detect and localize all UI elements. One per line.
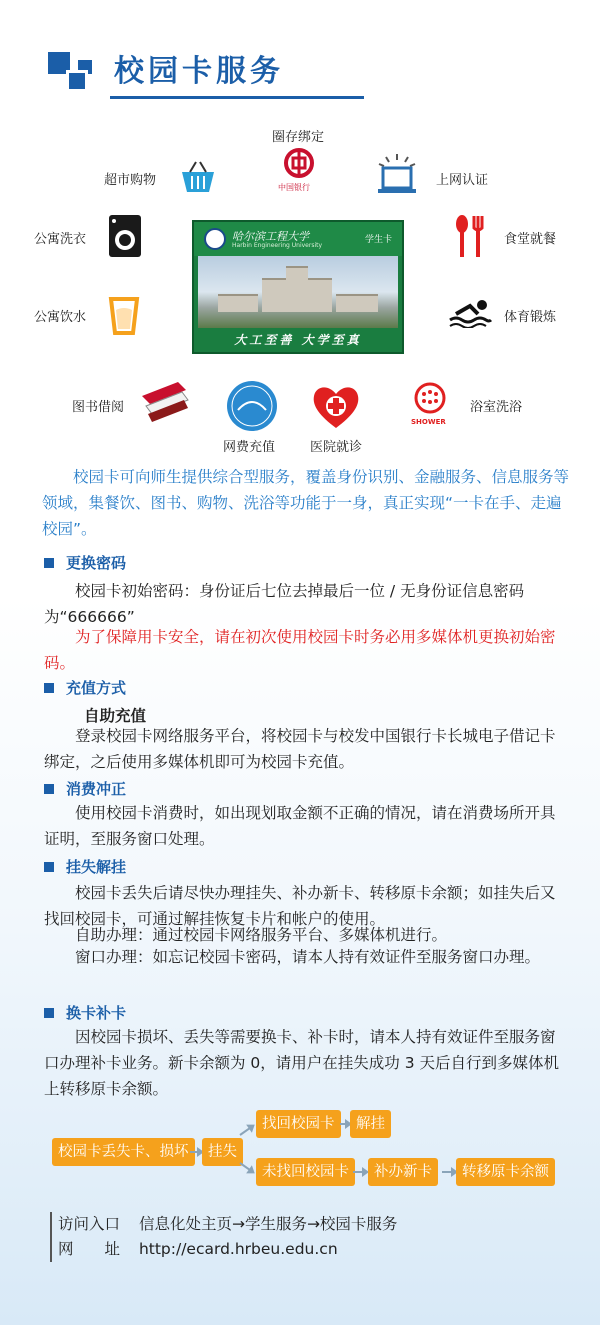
service-recharge-label: 网费充值 xyxy=(223,440,276,455)
bullet-square-icon xyxy=(44,1008,54,1018)
shopping-basket-icon xyxy=(178,160,218,194)
service-supermarket-label: 超市购物 xyxy=(104,173,157,188)
footer-entry-label: 访问入口 xyxy=(58,1215,121,1233)
bank-of-china-icon xyxy=(282,148,316,182)
section-heading-recharge: 充值方式 xyxy=(44,677,126,698)
laptop-wifi-icon xyxy=(376,152,418,196)
bank-name: 中国银行 xyxy=(278,183,310,192)
service-hospital-label: 医院就诊 xyxy=(310,440,363,455)
shower-text: SHOWER xyxy=(411,418,446,426)
footer-url-label: 网 址 xyxy=(58,1240,121,1258)
flow-step-transfer-balance: 转移原卡余额 xyxy=(456,1158,555,1186)
flow-step-lost: 校园卡丢失卡、损坏 xyxy=(52,1138,195,1166)
flow-arrow xyxy=(442,1171,456,1173)
loss-self-service: 自助办理：通过校园卡网络服务平台、多媒体机进行。 xyxy=(75,926,448,944)
footer-url-link[interactable]: http://ecard.hrbeu.edu.cn xyxy=(138,1240,338,1258)
shower-icon xyxy=(408,382,452,430)
service-bath-label: 浴室洗浴 xyxy=(470,400,523,415)
flow-arrow xyxy=(239,1125,253,1136)
flow-step-not-found: 未找回校园卡 xyxy=(256,1158,355,1186)
recharge-subheading: 自助充值 xyxy=(84,707,147,725)
flow-step-found: 找回校园卡 xyxy=(256,1110,341,1138)
service-library-label: 图书借阅 xyxy=(72,400,125,415)
flow-arrow xyxy=(353,1171,367,1173)
card-school-name: 哈尔滨工程大学 xyxy=(232,230,309,243)
page-header xyxy=(48,52,318,102)
service-sports-label: 体育锻炼 xyxy=(504,310,557,325)
flow-arrow xyxy=(190,1151,202,1153)
footer-info xyxy=(50,1212,397,1262)
logo-square-icon xyxy=(66,70,88,92)
service-internet-label: 上网认证 xyxy=(436,173,489,188)
section-heading-replace: 换卡补卡 xyxy=(44,1002,126,1023)
flow-step-unlock: 解挂 xyxy=(350,1110,391,1138)
campus-building-photo xyxy=(198,256,398,328)
recharge-text: 登录校园卡网络服务平台，将校园卡与校发中国银行卡长城电子借记卡绑定，之后使用多媒体机即可为校园卡充值。 xyxy=(44,727,556,771)
swimmer-icon xyxy=(448,298,492,328)
bullet-square-icon xyxy=(44,784,54,794)
bullet-square-icon xyxy=(44,683,54,693)
books-icon xyxy=(138,378,190,424)
intro-paragraph: 校园卡可向师生提供综合型服务，覆盖身份识别、金融服务、信息服务等领域，集餐饮、图书、购物、洗浴等功能于一身，真正实现“一卡在手、走遍校园”。 xyxy=(42,468,570,538)
flow-step-report-loss: 挂失 xyxy=(202,1138,243,1166)
correction-text: 使用校园卡消费时，如出现划取金额不正确的情况，请在消费场所开具证明，至服务窗口处理。 xyxy=(44,804,556,848)
footer-entry-row xyxy=(58,1212,397,1237)
footer-entry-path: 信息化处主页→学生服务→校园卡服务 xyxy=(138,1215,398,1233)
loss-text: 校园卡丢失后请尽快办理挂失、补办新卡、转移原卡余额；如挂失后又找回校园卡，可通过解挂恢复卡片和帐户的使用。 xyxy=(44,884,556,928)
heart-medical-icon xyxy=(310,382,362,430)
washing-machine-icon xyxy=(108,214,142,258)
card-motto: 大工至善 大学至真 xyxy=(234,333,362,347)
service-laundry-label: 公寓洗衣 xyxy=(34,232,87,247)
network-recharge-icon xyxy=(226,380,278,432)
flow-step-reissue: 补办新卡 xyxy=(368,1158,438,1186)
service-bank-label: 圈存绑定 xyxy=(272,130,325,145)
loss-window-service: 窗口办理：如忘记校园卡密码，请本人持有效证件至服务窗口办理。 xyxy=(75,948,541,966)
section-heading-password: 更换密码 xyxy=(44,552,126,573)
card-school-en: Harbin Engineering University xyxy=(232,242,323,249)
title-underline xyxy=(110,96,364,99)
replace-text: 因校园卡损坏、丢失等需要换卡、补卡时，请本人持有效证件至服务窗口办理补卡业务。新卡余额为 0，请用户在挂失成功 3 天后自行到多媒体机上转移原卡余额。 xyxy=(44,1028,560,1098)
water-cup-icon xyxy=(108,296,140,336)
password-text: 校园卡初始密码：身份证后七位去掉最后一位 / 无身份证信息密码为“666666” xyxy=(44,582,525,626)
flow-arrow xyxy=(340,1123,350,1125)
flow-arrow xyxy=(239,1162,253,1173)
campus-card-image xyxy=(192,220,404,354)
bullet-square-icon xyxy=(44,558,54,568)
section-heading-loss: 挂失解挂 xyxy=(44,856,126,877)
fork-spoon-icon xyxy=(454,214,488,258)
bullet-square-icon xyxy=(44,862,54,872)
service-canteen-label: 食堂就餐 xyxy=(504,232,557,247)
page-title: 校园卡服务 xyxy=(114,54,284,89)
university-emblem-icon xyxy=(204,228,226,250)
footer-url-row xyxy=(58,1237,397,1262)
password-warning: 为了保障用卡安全，请在初次使用校园卡时务必用多媒体机更换初始密码。 xyxy=(44,628,556,672)
service-water-label: 公寓饮水 xyxy=(34,310,87,325)
card-type: 学生卡 xyxy=(364,235,392,245)
section-heading-correction: 消费冲正 xyxy=(44,778,126,799)
